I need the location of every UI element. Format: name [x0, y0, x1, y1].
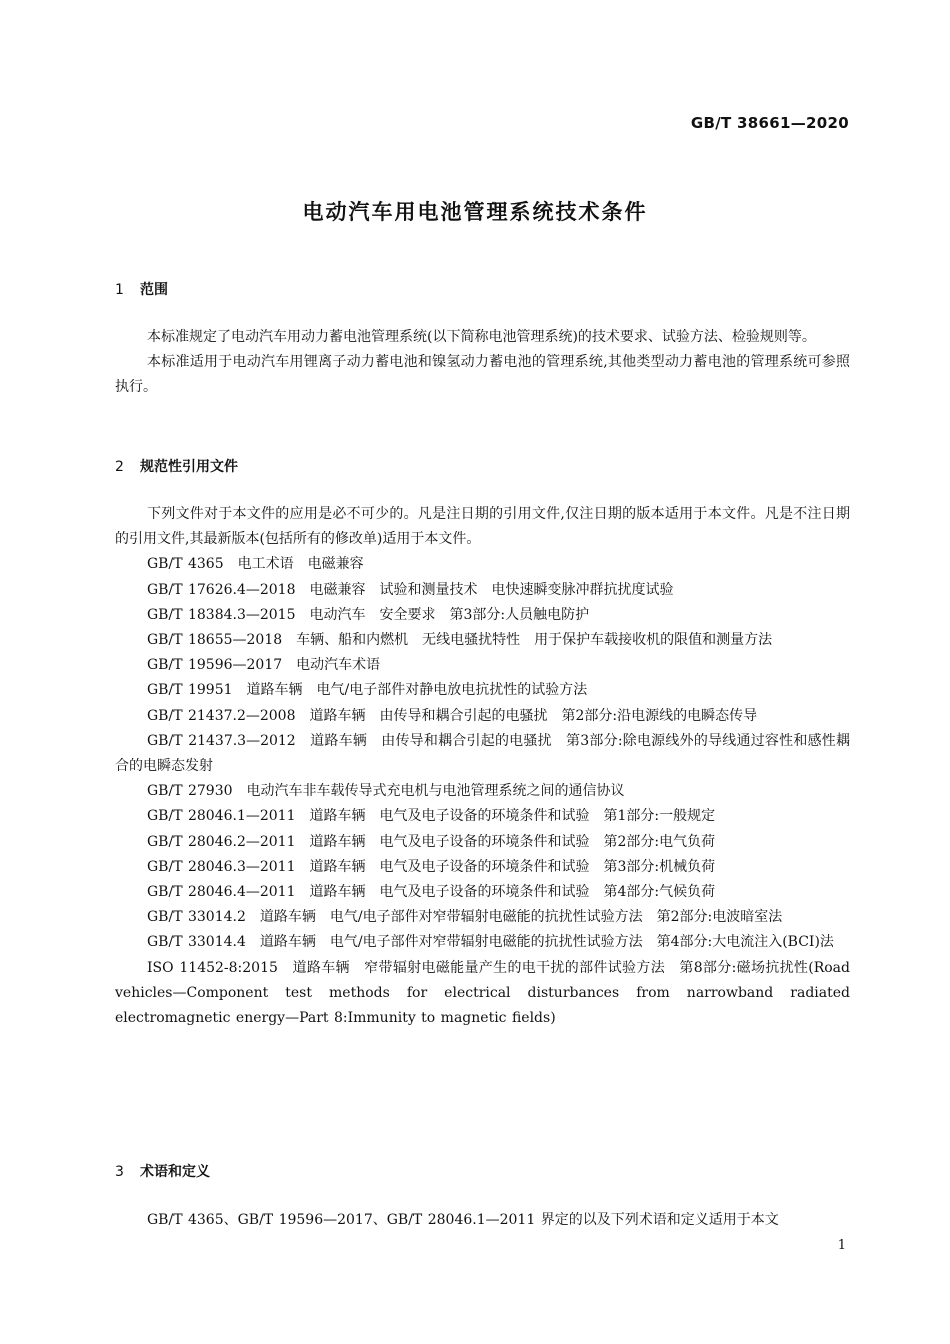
reference-item: GB/T 4365 电工术语 电磁兼容 — [147, 556, 364, 573]
reference-item: GB/T 28046.1—2011 道路车辆 电气及电子设备的环境条件和试验 第1部分:一般规定 — [147, 808, 716, 825]
section-1-heading — [115, 279, 168, 299]
reference-item: GB/T 28046.4—2011 道路车辆 电气及电子设备的环境条件和试验 第4部分:气候负荷 — [147, 884, 716, 901]
section-number: 3 — [115, 1164, 124, 1180]
section-number: 2 — [115, 459, 124, 475]
section-1-body — [115, 325, 850, 401]
reference-item: GB/T 19596—2017 电动汽车术语 — [147, 657, 381, 674]
paragraph: 本标准规定了电动汽车用动力蓄电池管理系统(以下简称电池管理系统)的技术要求、试验方法、检验规则等。 — [147, 329, 816, 345]
page-number: 1 — [837, 1238, 846, 1253]
standard-number: GB/T 38661—2020 — [690, 114, 849, 132]
reference-item: ISO 11452-8:2015 道路车辆 窄带辐射电磁能量产生的电干扰的部件试验方法 第8部分:磁场抗扰性(Road vehicles—Component test methods for electrical disturbances from narrowband radiated electromagnetic energy—Part 8:Immunity to magnetic fields) — [115, 959, 850, 1027]
section-3-body — [115, 1208, 850, 1233]
reference-item: GB/T 17626.4—2018 电磁兼容 试验和测量技术 电快速瞬变脉冲群抗扰度试验 — [147, 581, 674, 598]
reference-item: GB/T 33014.2 道路车辆 电气/电子部件对窄带辐射电磁能的抗扰性试验方法 第2部分:电波暗室法 — [147, 909, 783, 926]
paragraph: GB/T 4365、GB/T 19596—2017、GB/T 28046.1—2011 界定的以及下列术语和定义适用于本文 — [147, 1212, 779, 1228]
reference-item: GB/T 19951 道路车辆 电气/电子部件对静电放电抗扰性的试验方法 — [147, 682, 588, 699]
reference-item: GB/T 21437.2—2008 道路车辆 由传导和耦合引起的电骚扰 第2部分:沿电源线的电瞬态传导 — [147, 707, 758, 724]
reference-item: GB/T 28046.2—2011 道路车辆 电气及电子设备的环境条件和试验 第2部分:电气负荷 — [147, 833, 716, 850]
reference-item: GB/T 27930 电动汽车非车载传导式充电机与电池管理系统之间的通信协议 — [147, 783, 625, 800]
reference-item: GB/T 18655—2018 车辆、船和内燃机 无线电骚扰特性 用于保护车载接收机的限值和测量方法 — [147, 632, 773, 649]
section-title: 规范性引用文件 — [140, 459, 238, 475]
section-title: 术语和定义 — [140, 1164, 210, 1180]
section-number: 1 — [115, 282, 124, 298]
section-title: 范围 — [140, 282, 168, 298]
section-2-body — [115, 502, 850, 1031]
section-2-heading — [115, 456, 238, 476]
paragraph: 本标准适用于电动汽车用锂离子动力蓄电池和镍氢动力蓄电池的管理系统,其他类型动力蓄电池的管理系统可参照执行。 — [115, 354, 850, 396]
reference-item: GB/T 18384.3—2015 电动汽车 安全要求 第3部分:人员触电防护 — [147, 606, 590, 623]
reference-item: GB/T 21437.3—2012 道路车辆 由传导和耦合引起的电骚扰 第3部分:除电源线外的导线通过容性和感性耦合的电瞬态发射 — [115, 732, 850, 775]
reference-item: GB/T 33014.4 道路车辆 电气/电子部件对窄带辐射电磁能的抗扰性试验方法 第4部分:大电流注入(BCI)法 — [147, 934, 834, 951]
paragraph: 下列文件对于本文件的应用是必不可少的。凡是注日期的引用文件,仅注日期的版本适用于本文件。凡是不注日期的引用文件,其最新版本(包括所有的修改单)适用于本文件。 — [115, 506, 850, 548]
section-3-heading — [115, 1161, 210, 1181]
reference-item: GB/T 28046.3—2011 道路车辆 电气及电子设备的环境条件和试验 第3部分:机械负荷 — [147, 858, 716, 875]
document-title: 电动汽车用电池管理系统技术条件 — [302, 200, 648, 224]
